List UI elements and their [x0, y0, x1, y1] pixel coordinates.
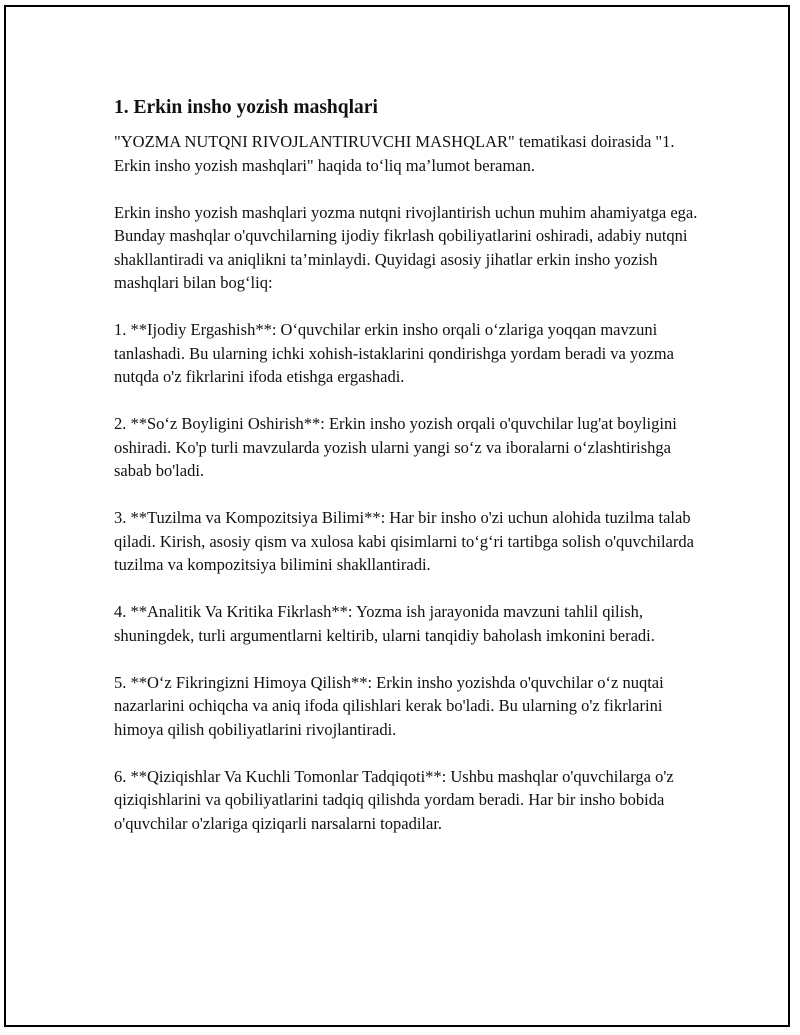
point-3-paragraph: 3. **Tuzilma va Kompozitsiya Bilimi**: Har bir insho o'zi uchun alohida tuzilma talab qiladi. Kirish, asosiy qism va xulosa kabi qisimlarni to‘g‘ri tartibga solish o'quvchilarda tuzilma va kompozitsiya bilimini shakllantiradi.: [114, 508, 694, 574]
point-4-paragraph: 4. **Analitik Va Kritika Fikrlash**: Yozma ish jarayonida mavzuni tahlil qilish, shuningdek, turli argumentlarni keltirib, ularni tanqidiy baholash imkonini beradi.: [114, 602, 655, 645]
point-6-paragraph: 6. **Qiziqishlar Va Kuchli Tomonlar Tadqiqoti**: Ushbu mashqlar o'quvchilarga o'z qiziqishlarini va qobiliyatlarini tadqiq qilishda yordam beradi. Har bir insho bobida o'quvchilar o'zlariga qiziqarli narsalarni topadilar.: [114, 766, 674, 833]
point-2-paragraph: 2. **So‘z Boyligini Oshirish**: Erkin insho yozish orqali o'quvchilar lug'at boyligini oshiradi. Ko'p turli mavzularda yozish ularni yangi so‘z va iboralarni o‘zlashtirishga sabab bo'ladi.: [114, 414, 677, 480]
point-1-paragraph: 1. **Ijodiy Ergashish**: O‘quvchilar erkin insho orqali o‘zlariga yoqqan mavzuni tanlashadi. Bu ularning ichki xohish-istaklarini qondirishga yordam beradi va yozma nutqda o'z fikrlarini ifoda etishga ergashadi.: [114, 320, 674, 386]
overview-paragraph: Erkin insho yozish mashqlari yozma nutqni rivojlantirish uchun muhim ahamiyatga ega. Bunday mashqlar o'quvchilarning ijodiy fikrlash qobiliyatlarini oshiradi, adabiy nutqni shakllantiradi va aniqlikni ta’minlaydi. Quyidagi asosiy jihatlar erkin insho yozish mashqlari bilan bog‘liq:: [114, 202, 698, 292]
document-body: [114, 96, 704, 859]
intro-paragraph: "YOZMA NUTQNI RIVOJLANTIRUVCHI MASHQLAR" tematikasi doirasida "1. Erkin insho yozish mashqlari" haqida to‘liq ma’lumot beraman.: [114, 132, 675, 175]
point-5-paragraph: 5. **O‘z Fikringizni Himoya Qilish**: Erkin insho yozishda o'quvchilar o‘z nuqtai nazarlarini ochiqcha va aniq ifoda qilishlari kerak bo'ladi. Bu ularning o'z fikrlarini himoya qilish qobiliyatlarini rivojlantiradi.: [114, 672, 664, 739]
document-title: 1. Erkin insho yozish mashqlari: [114, 97, 378, 118]
